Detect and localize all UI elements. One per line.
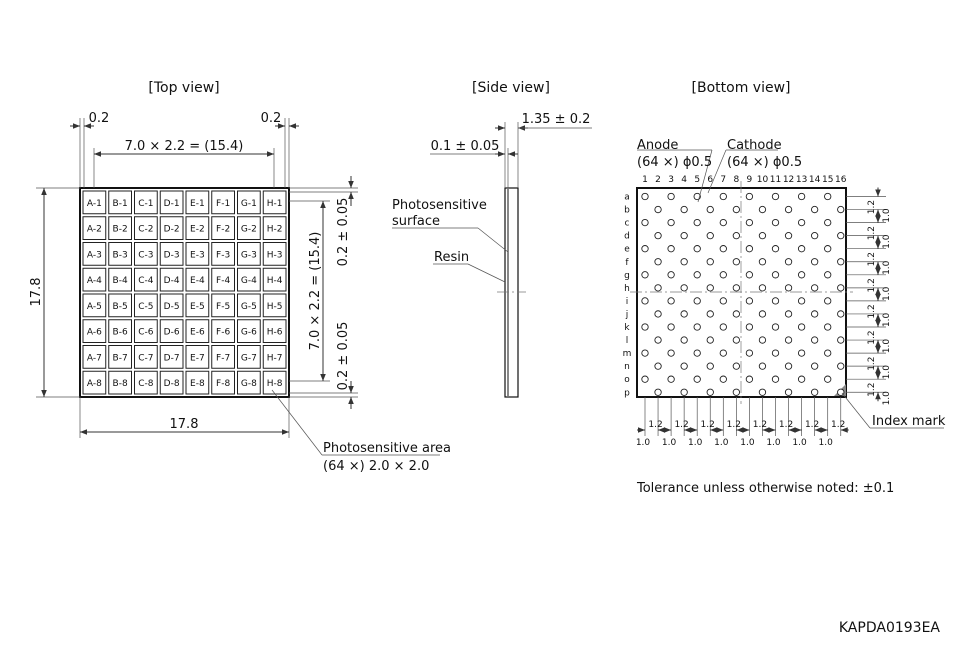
pitch-label: 1.2 — [867, 252, 877, 267]
pitch-label: 1.2 — [831, 420, 846, 430]
electrode-pad — [655, 285, 661, 291]
electrode-pad — [668, 272, 674, 278]
electrode-pad — [785, 232, 791, 238]
pitch-label: 1.0 — [882, 286, 892, 302]
electrode-pad — [825, 246, 831, 252]
cell-label: F-7 — [216, 353, 231, 364]
electrode-pad — [642, 219, 648, 225]
electrode-pad — [746, 376, 752, 382]
electrode-pad — [772, 246, 778, 252]
electrode-pad — [798, 193, 804, 199]
column-number: 11 — [769, 175, 782, 185]
electrode-pad — [655, 206, 661, 212]
electrode-pad — [825, 272, 831, 278]
electrode-pad — [838, 285, 844, 291]
electrode-pad — [746, 298, 752, 304]
electrode-pad — [720, 376, 726, 382]
cell-label: A-3 — [86, 250, 102, 261]
pitch-label: 1.2 — [804, 420, 820, 430]
electrode-pad — [772, 272, 778, 278]
cell-label: G-3 — [240, 250, 257, 261]
cell-label: E-7 — [190, 353, 205, 364]
cell-label: D-4 — [163, 276, 180, 287]
electrode-pad — [681, 285, 687, 291]
electrode-pad — [733, 206, 739, 212]
cell-label: A-7 — [86, 353, 102, 364]
electrode-pad — [811, 311, 817, 317]
electrode-pad — [772, 376, 778, 382]
cell-label: H-6 — [266, 327, 283, 338]
electrode-pad — [811, 337, 817, 343]
bottom-pitch-dimensions — [636, 397, 849, 448]
electrode-pad — [746, 219, 752, 225]
column-number: 4 — [681, 175, 688, 185]
top-tolerance-upper-dim: 0.2 ± 0.05 — [336, 197, 351, 267]
pitch-label: 1.0 — [740, 438, 755, 448]
column-number: 2 — [655, 175, 661, 185]
electrode-pad — [733, 311, 739, 317]
electrode-pad — [798, 246, 804, 252]
row-letter: j — [625, 309, 629, 320]
column-number: 13 — [795, 175, 808, 185]
electrode-pad — [655, 363, 661, 369]
electrode-pad — [642, 324, 648, 330]
cell-label: G-7 — [240, 353, 257, 364]
pitch-label: 1.2 — [867, 356, 877, 371]
electrode-pad — [642, 272, 648, 278]
cell-label: D-2 — [163, 224, 180, 235]
cell-label: D-3 — [163, 250, 180, 261]
electrode-pad — [759, 232, 765, 238]
pitch-label: 1.0 — [882, 208, 892, 223]
cell-label: F-8 — [216, 379, 231, 390]
column-number: 8 — [733, 175, 740, 185]
row-letter: o — [624, 375, 630, 386]
electrode-pad — [746, 350, 752, 356]
electrode-pad — [759, 259, 765, 265]
cell-label: H-5 — [266, 301, 283, 312]
electrode-pad — [798, 324, 804, 330]
pitch-label: 1.0 — [688, 438, 703, 448]
top-view-title: [Top view] — [148, 80, 220, 96]
cell-label: F-3 — [216, 250, 231, 261]
pitch-label: 1.2 — [867, 199, 877, 215]
electrode-pad — [668, 193, 674, 199]
pitch-label: 1.0 — [882, 364, 892, 380]
electrode-pad — [681, 206, 687, 212]
electrode-pad — [694, 298, 700, 304]
electrode-pad — [642, 193, 648, 199]
resin-label: Resin — [434, 250, 470, 265]
cell-label: B-1 — [112, 198, 128, 209]
electrode-pad — [733, 259, 739, 265]
cell-label: C-5 — [138, 301, 154, 312]
row-letter: a — [624, 192, 630, 203]
top-left-margin-dim: 0.2 — [88, 111, 110, 126]
bottom-view-title: [Bottom view] — [691, 80, 791, 96]
electrode-pad — [720, 272, 726, 278]
cell-label: B-8 — [112, 379, 128, 390]
column-number: 16 — [835, 175, 847, 185]
column-number: 15 — [821, 175, 834, 185]
cell-label: B-7 — [112, 353, 128, 364]
electrode-pad — [772, 219, 778, 225]
electrode-pad — [785, 259, 791, 265]
cathode-label: Cathode — [727, 138, 782, 153]
cell-label: B-6 — [112, 327, 128, 338]
cell-label: G-4 — [240, 276, 257, 287]
photosensitive-surface-label: Photosensitive — [392, 198, 487, 213]
electrode-pad — [668, 376, 674, 382]
index-mark-label: Index mark — [872, 414, 946, 429]
photosensitive-surface-label-2: surface — [392, 214, 441, 229]
bottom-view — [623, 138, 946, 448]
bottom-right-pitch-dimensions — [846, 188, 892, 406]
electrode-pad — [681, 232, 687, 238]
top-vertical-pitch-dim: 7.0 × 2.2 = (15.4) — [308, 231, 323, 351]
electrode-pad — [655, 337, 661, 343]
photosensitive-area-size: (64 ×) 2.0 × 2.0 — [323, 459, 430, 474]
electrode-pad — [694, 219, 700, 225]
pitch-label: 1.0 — [661, 438, 677, 448]
electrode-pad — [838, 337, 844, 343]
electrode-pad — [772, 350, 778, 356]
cell-label: B-3 — [112, 250, 128, 261]
pitch-label: 1.0 — [635, 438, 651, 448]
pitch-label: 1.2 — [867, 278, 877, 293]
electrode-pad — [720, 193, 726, 199]
electrode-pad — [694, 350, 700, 356]
electrode-pad — [694, 272, 700, 278]
cell-label: C-1 — [138, 198, 154, 209]
cell-label: A-8 — [86, 379, 102, 390]
column-number-labels — [642, 175, 847, 185]
electrode-pad — [733, 389, 739, 395]
side-resin-thickness-dim: 0.1 ± 0.05 — [430, 139, 500, 154]
column-number: 3 — [668, 175, 674, 185]
cell-label: B-4 — [112, 276, 128, 287]
electrode-pad — [720, 246, 726, 252]
electrode-pad — [759, 285, 765, 291]
pitch-label: 1.0 — [882, 260, 892, 275]
top-view-package-outline — [80, 188, 289, 397]
pitch-label: 1.0 — [882, 338, 892, 354]
cell-label: D-7 — [163, 353, 180, 364]
cell-label: A-5 — [86, 301, 102, 312]
electrode-pad — [772, 298, 778, 304]
electrode-pad — [838, 259, 844, 265]
pitch-label: 1.2 — [648, 420, 663, 430]
row-letter: f — [625, 257, 629, 268]
cell-label: H-1 — [266, 198, 283, 209]
cell-label: C-4 — [138, 276, 154, 287]
pitch-label: 1.0 — [818, 438, 833, 448]
cell-label: C-3 — [138, 250, 154, 261]
electrode-pad — [746, 246, 752, 252]
electrode-pad — [759, 389, 765, 395]
electrode-pad — [811, 363, 817, 369]
row-letter: l — [625, 336, 629, 347]
electrode-pad — [668, 324, 674, 330]
cell-label: F-4 — [216, 276, 231, 287]
cell-label: G-2 — [240, 224, 257, 235]
top-horizontal-pitch-dim: 7.0 × 2.2 = (15.4) — [124, 139, 244, 154]
pitch-label: 1.0 — [792, 438, 807, 448]
electrode-pad — [733, 285, 739, 291]
electrode-pad — [655, 389, 661, 395]
electrode-pad — [825, 193, 831, 199]
cell-label: G-1 — [240, 198, 257, 209]
pitch-label: 1.0 — [882, 391, 892, 406]
electrode-pad — [759, 206, 765, 212]
cell-label: D-5 — [163, 301, 180, 312]
row-letter: d — [624, 231, 630, 242]
cell-label: B-2 — [112, 224, 128, 235]
cell-label: E-4 — [190, 276, 205, 287]
top-height-dim: 17.8 — [29, 277, 44, 307]
cell-label: D-1 — [163, 198, 180, 209]
cell-label: H-3 — [266, 250, 283, 261]
cell-label: E-8 — [190, 379, 205, 390]
row-letter: m — [622, 349, 632, 360]
cell-label: C-2 — [138, 224, 154, 235]
electrode-pad — [838, 232, 844, 238]
electrode-pad — [798, 376, 804, 382]
electrode-pad — [694, 376, 700, 382]
electrode-pad — [707, 389, 713, 395]
electrode-pad — [811, 259, 817, 265]
anode-spec: (64 ×) ϕ0.5 — [637, 155, 713, 170]
cell-label: B-5 — [112, 301, 128, 312]
cell-label: E-5 — [190, 301, 205, 312]
cell-label: D-6 — [163, 327, 180, 338]
row-letter: b — [624, 205, 630, 216]
photosensitive-area-label: Photosensitive area — [323, 441, 452, 456]
electrode-pad — [707, 232, 713, 238]
pitch-label: 1.2 — [726, 420, 741, 430]
electrode-pad — [785, 389, 791, 395]
row-letter: n — [624, 362, 630, 373]
electrode-pad — [668, 298, 674, 304]
row-letter-labels — [623, 193, 632, 399]
electrode-pad — [759, 337, 765, 343]
electrode-pad — [681, 337, 687, 343]
pitch-label: 1.2 — [867, 382, 877, 397]
electrode-pad — [759, 311, 765, 317]
cathode-spec: (64 ×) ϕ0.5 — [727, 155, 803, 170]
cell-label: A-2 — [86, 224, 102, 235]
pitch-label: 1.0 — [882, 312, 892, 328]
cell-label: E-2 — [190, 224, 205, 235]
pitch-label: 1.2 — [867, 330, 877, 345]
cell-label: C-7 — [138, 353, 154, 364]
electrode-pad — [785, 311, 791, 317]
electrode-pad — [798, 298, 804, 304]
side-thickness-dim: 1.35 ± 0.2 — [521, 112, 591, 127]
row-letter: p — [624, 388, 630, 399]
electrode-pad — [798, 219, 804, 225]
electrode-pad — [707, 259, 713, 265]
electrode-pad — [642, 350, 648, 356]
row-letter: k — [624, 323, 630, 333]
electrode-pad — [642, 376, 648, 382]
cell-label: F-5 — [216, 301, 231, 312]
electrode-pad — [655, 311, 661, 317]
cell-label: A-4 — [86, 276, 102, 287]
column-number: 5 — [694, 175, 701, 185]
electrode-pad — [733, 232, 739, 238]
electrode-pad — [811, 389, 817, 395]
top-view — [29, 111, 451, 474]
electrode-pad — [642, 298, 648, 304]
electrode-pad — [707, 363, 713, 369]
electrode-pad — [772, 324, 778, 330]
electrode-pad — [772, 193, 778, 199]
cell-label: E-3 — [190, 250, 205, 261]
row-letter: h — [624, 283, 630, 294]
electrode-pad — [733, 363, 739, 369]
electrode-pad — [825, 350, 831, 356]
pitch-label: 1.2 — [778, 420, 794, 430]
cell-label: A-1 — [86, 198, 102, 209]
electrode-pad — [707, 337, 713, 343]
electrode-pad — [746, 193, 752, 199]
electrode-pad — [707, 285, 713, 291]
row-letter: i — [625, 296, 629, 307]
pitch-label: 1.0 — [882, 234, 892, 249]
cell-label: H-8 — [266, 379, 283, 390]
electrode-pad — [811, 206, 817, 212]
cell-label: G-6 — [240, 327, 257, 338]
electrode-pad — [785, 363, 791, 369]
cell-label: H-4 — [266, 276, 283, 287]
electrode-pad — [825, 298, 831, 304]
electrode-pad — [694, 324, 700, 330]
cell-label: H-7 — [266, 353, 283, 364]
drawing-code: KAPDA0193EA — [838, 620, 940, 636]
electrode-pad — [759, 363, 765, 369]
row-letter: g — [624, 270, 630, 281]
electrode-pad — [668, 350, 674, 356]
pitch-label: 1.0 — [766, 438, 781, 448]
electrode-pad — [681, 311, 687, 317]
electrode-pad — [720, 324, 726, 330]
electrode-pad — [720, 219, 726, 225]
electrode-pad-array — [642, 193, 844, 395]
cell-label: D-8 — [163, 379, 180, 390]
photosensitive-cell-grid — [83, 191, 286, 394]
column-number: 9 — [746, 175, 753, 185]
electrode-pad — [838, 311, 844, 317]
electrode-pad — [655, 259, 661, 265]
cell-label: F-1 — [216, 198, 231, 209]
cell-label: E-6 — [190, 327, 205, 338]
electrode-pad — [746, 324, 752, 330]
cell-label: F-6 — [216, 327, 231, 338]
column-number: 7 — [720, 175, 727, 185]
side-view-package-outline — [505, 188, 518, 397]
cell-label: A-6 — [86, 327, 102, 338]
cell-label: G-5 — [240, 301, 257, 312]
cell-label: F-2 — [216, 224, 231, 235]
row-letter: c — [624, 218, 630, 229]
electrode-pad — [720, 350, 726, 356]
electrode-pad — [825, 376, 831, 382]
electrode-pad — [681, 389, 687, 395]
electrode-pad — [681, 363, 687, 369]
pitch-label: 1.2 — [867, 304, 877, 319]
row-letter: e — [624, 244, 630, 255]
electrode-pad — [798, 350, 804, 356]
electrode-pad — [825, 219, 831, 225]
electrode-pad — [838, 363, 844, 369]
side-view — [392, 112, 592, 397]
cell-label: C-8 — [138, 379, 154, 390]
electrode-pad — [825, 324, 831, 330]
side-view-title: [Side view] — [472, 80, 550, 96]
pitch-label: 1.2 — [867, 225, 877, 241]
electrode-pad — [811, 285, 817, 291]
electrode-pad — [785, 285, 791, 291]
cell-label: H-2 — [266, 224, 283, 235]
electrode-pad — [668, 219, 674, 225]
pitch-label: 1.2 — [674, 420, 689, 430]
cell-label: E-1 — [190, 198, 205, 209]
pitch-label: 1.2 — [752, 420, 768, 430]
cell-label: C-6 — [138, 327, 154, 338]
electrode-pad — [668, 246, 674, 252]
electrode-pad — [838, 206, 844, 212]
electrode-pad — [811, 232, 817, 238]
column-number: 6 — [707, 175, 714, 185]
electrode-pad — [642, 246, 648, 252]
electrode-pad — [707, 311, 713, 317]
pitch-label: 1.2 — [700, 420, 715, 430]
column-number: 10 — [756, 175, 769, 185]
electrode-pad — [694, 246, 700, 252]
tolerance-note: Tolerance unless otherwise noted: ±0.1 — [637, 481, 895, 496]
electrode-pad — [746, 272, 752, 278]
anode-label: Anode — [637, 138, 679, 153]
electrode-pad — [785, 206, 791, 212]
electrode-pad — [798, 272, 804, 278]
top-width-dim: 17.8 — [169, 417, 199, 432]
electrode-pad — [655, 232, 661, 238]
electrode-pad — [785, 337, 791, 343]
top-right-margin-dim: 0.2 — [260, 111, 282, 126]
top-tolerance-lower-dim: 0.2 ± 0.05 — [336, 321, 351, 391]
electrode-pad — [707, 206, 713, 212]
electrode-pad — [681, 259, 687, 265]
cell-label: G-8 — [240, 379, 257, 390]
electrode-pad — [733, 337, 739, 343]
pitch-label: 1.0 — [714, 438, 729, 448]
column-number: 1 — [642, 175, 648, 185]
column-number: 12 — [782, 175, 795, 185]
electrode-pad — [720, 298, 726, 304]
column-number: 14 — [808, 175, 821, 185]
